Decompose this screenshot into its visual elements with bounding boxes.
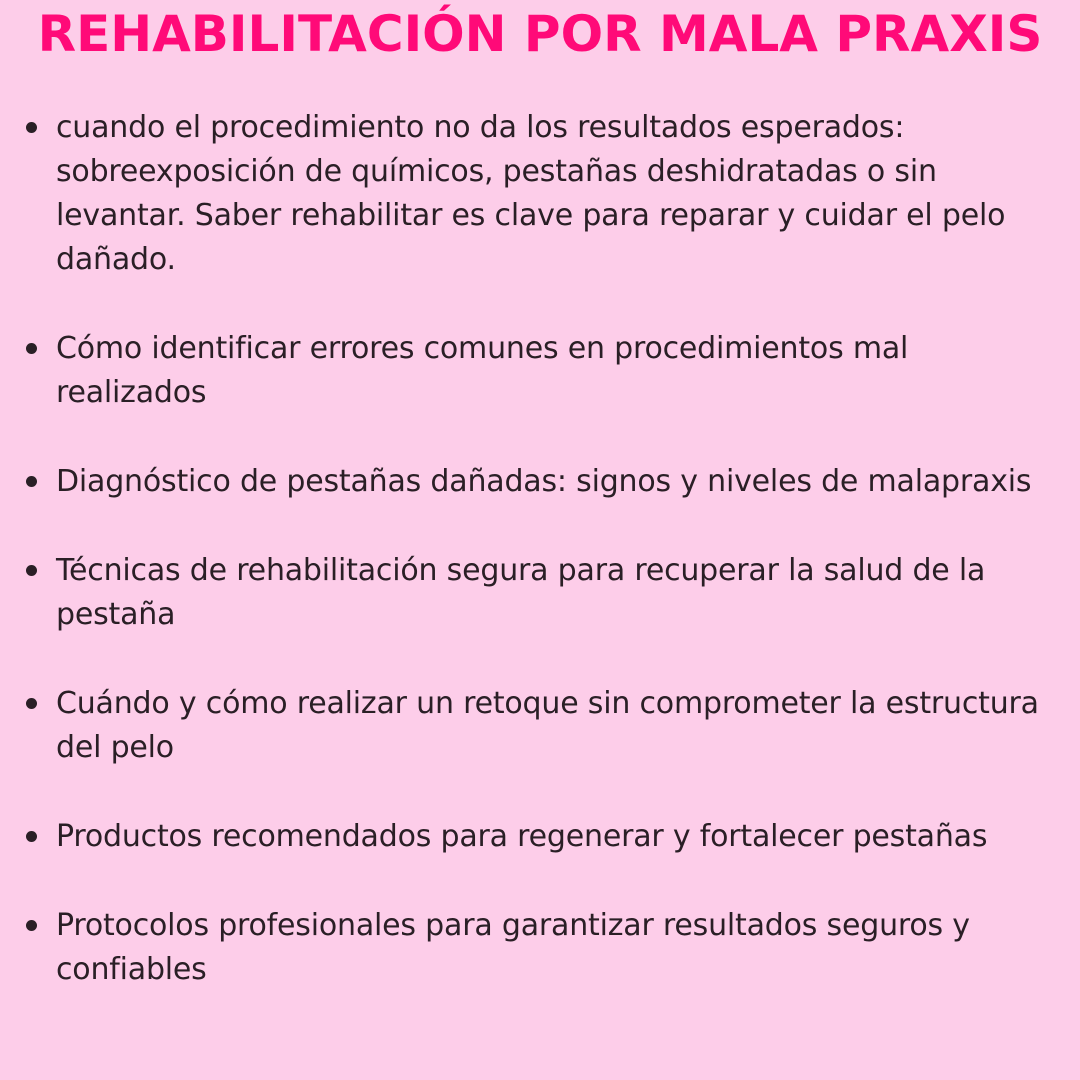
list-item xyxy=(26,904,1066,992)
bullet-icon xyxy=(26,831,37,842)
bullet-icon xyxy=(26,565,37,576)
list-item-text: Cómo identificar errores comunes en procedimientos mal realizados xyxy=(56,331,909,410)
bullet-icon xyxy=(26,343,37,354)
list-item xyxy=(26,815,1066,859)
bullet-icon xyxy=(26,122,37,133)
list-item-text: Cuándo y cómo realizar un retoque sin comprometer la estructura del pelo xyxy=(56,686,1039,765)
list-item xyxy=(26,460,1066,504)
list-item-text: Productos recomendados para regenerar y fortalecer pestañas xyxy=(56,819,988,854)
list-item xyxy=(26,106,1066,282)
page-title: REHABILITACIÓN POR MALA PRAXIS xyxy=(37,5,1043,63)
list-item-text: Técnicas de rehabilitación segura para recuperar la salud de la pestaña xyxy=(56,553,986,632)
list-item-text: Diagnóstico de pestañas dañadas: signos y niveles de malapraxis xyxy=(56,464,1032,499)
list-item xyxy=(26,549,1066,637)
bullet-icon xyxy=(26,698,37,709)
bullet-list xyxy=(26,106,1066,1037)
list-item-text: Protocolos profesionales para garantizar resultados seguros y confiables xyxy=(56,908,970,987)
bullet-icon xyxy=(26,920,37,931)
list-item-text: cuando el procedimiento no da los resultados esperados: sobreexposición de químicos, pestañas deshidratadas o sin levantar. Saber rehabilitar es clave para reparar y cuidar el pelo dañado. xyxy=(56,110,1006,277)
list-item xyxy=(26,327,1066,415)
bullet-icon xyxy=(26,476,37,487)
list-item xyxy=(26,682,1066,770)
